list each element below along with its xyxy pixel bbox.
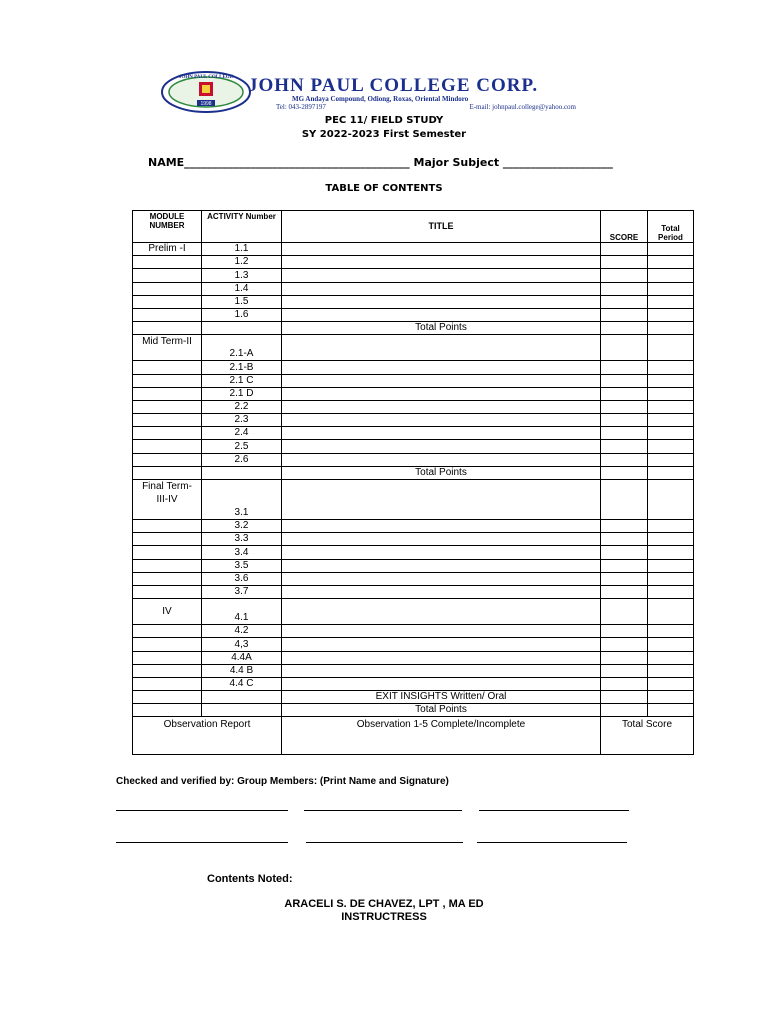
total-period-cell[interactable] [648,256,694,269]
score-cell[interactable] [601,664,648,677]
toc-title: TABLE OF CONTENTS [325,183,443,194]
activity-cell [202,704,282,717]
total-period-cell[interactable] [648,691,694,704]
total-period-cell[interactable] [648,704,694,717]
table-row [133,414,694,427]
activity-cell: 2.3 [202,414,282,427]
module-cell [133,559,202,572]
activity-cell: 2.6 [202,453,282,466]
title-cell[interactable] [282,387,601,400]
score-cell[interactable] [601,308,648,321]
score-cell[interactable] [601,295,648,308]
score-cell[interactable] [601,533,648,546]
instructor-name: ARACELI S. DE CHAVEZ, LPT , MA ED [284,898,484,910]
activity-cell: 1.1 [202,243,282,256]
title-cell[interactable] [282,625,601,638]
module-cell [133,691,202,704]
score-cell[interactable] [601,546,648,559]
score-cell[interactable] [601,559,648,572]
activity-cell: 2.5 [202,440,282,453]
title-cell[interactable] [282,546,601,559]
total-period-cell[interactable] [648,572,694,585]
title-cell[interactable]: Total Points [282,704,601,717]
module-cell [133,664,202,677]
course-title: PEC 11/ FIELD STUDY [324,115,444,126]
score-cell[interactable] [601,243,648,256]
observation-title-cell: Observation 1-5 Complete/Incomplete [282,717,601,755]
score-cell[interactable] [601,256,648,269]
activity-cell: 3.5 [202,559,282,572]
table-row [133,335,694,361]
signature-line[interactable] [477,842,627,843]
table-row [133,322,694,335]
table-row [133,295,694,308]
activity-cell: 4.4 C [202,677,282,690]
score-cell[interactable] [601,691,648,704]
score-cell[interactable] [601,625,648,638]
activity-cell [202,466,282,479]
contents-table [132,210,694,755]
module-cell [133,414,202,427]
module-cell [133,625,202,638]
activity-cell: 2.1-A [202,335,282,361]
table-row [133,625,694,638]
table-row [133,520,694,533]
activity-cell: 4.1 [202,599,282,625]
header-score: SCORE [601,211,648,243]
title-cell[interactable] [282,585,601,598]
table-row [133,546,694,559]
instructor-title: INSTRUCTRESS [341,911,427,923]
title-cell[interactable] [282,572,601,585]
total-period-cell[interactable] [648,599,694,625]
title-cell[interactable] [282,664,601,677]
title-cell[interactable]: Total Points [282,322,601,335]
college-address: MG Andaya Compound, Odiong, Roxas, Oriental Mindoro [292,95,469,103]
title-cell[interactable] [282,295,601,308]
score-cell[interactable] [601,599,648,625]
title-cell[interactable] [282,308,601,321]
table-row [133,387,694,400]
college-name: JOHN PAUL COLLEGE CORP. [248,75,539,96]
college-contact [276,103,576,111]
table-row [133,466,694,479]
module-cell [133,520,202,533]
activity-cell [202,322,282,335]
title-cell[interactable] [282,282,601,295]
activity-cell [202,691,282,704]
title-cell[interactable] [282,427,601,440]
signature-line[interactable] [116,842,288,843]
score-cell[interactable] [601,677,648,690]
table-row [133,691,694,704]
total-period-cell[interactable] [648,664,694,677]
signature-line[interactable] [479,810,629,811]
activity-cell: 3.1 [202,480,282,520]
table-row [133,427,694,440]
header-title: TITLE [282,211,601,243]
score-cell[interactable] [601,572,648,585]
title-cell[interactable] [282,243,601,256]
title-cell[interactable] [282,440,601,453]
college-logo [160,70,252,114]
total-period-cell[interactable] [648,453,694,466]
title-cell[interactable] [282,520,601,533]
total-period-cell[interactable] [648,520,694,533]
signature-line[interactable] [304,810,462,811]
score-cell[interactable] [601,427,648,440]
total-period-cell[interactable] [648,269,694,282]
title-cell[interactable] [282,559,601,572]
signature-line[interactable] [116,810,288,811]
total-period-cell[interactable] [648,243,694,256]
module-cell: Prelim -I [133,243,202,256]
total-period-cell[interactable] [648,335,694,361]
college-tel: Tel: 043-2897197 [276,103,326,111]
title-cell[interactable] [282,374,601,387]
module-cell [133,282,202,295]
table-row [133,559,694,572]
activity-cell: 2.2 [202,400,282,413]
score-cell[interactable] [601,453,648,466]
title-cell[interactable] [282,414,601,427]
title-cell[interactable] [282,599,601,625]
title-cell[interactable]: Total Points [282,466,601,479]
header-module: MODULE NUMBER [133,211,202,243]
score-cell[interactable] [601,374,648,387]
score-cell[interactable] [601,322,648,335]
module-cell [133,546,202,559]
total-period-cell[interactable] [648,480,694,520]
contents-noted-label: Contents Noted: [207,873,293,885]
module-cell [133,361,202,374]
module-cell: Mid Term-II [133,335,202,361]
table-row [133,664,694,677]
total-period-cell[interactable] [648,295,694,308]
activity-cell: 4.2 [202,625,282,638]
table-row [133,533,694,546]
score-cell[interactable] [601,361,648,374]
table-row [133,282,694,295]
total-period-cell[interactable] [648,282,694,295]
score-cell[interactable] [601,466,648,479]
activity-cell: 1.5 [202,295,282,308]
activity-cell: 3.2 [202,520,282,533]
logo-text: JOHN PAUL COLLEGE [178,75,234,80]
total-period-cell[interactable] [648,414,694,427]
activity-cell: 2.4 [202,427,282,440]
total-period-cell[interactable] [648,322,694,335]
module-cell [133,638,202,651]
title-cell[interactable] [282,638,601,651]
table-row [133,585,694,598]
activity-cell: 3.6 [202,572,282,585]
total-period-cell[interactable] [648,533,694,546]
title-cell[interactable] [282,453,601,466]
activity-cell: 1.4 [202,282,282,295]
module-cell: IV [133,599,202,625]
activity-cell: 1.6 [202,308,282,321]
module-cell [133,295,202,308]
total-period-cell[interactable] [648,625,694,638]
score-cell[interactable] [601,387,648,400]
semester: SY 2022-2023 First Semester [301,129,467,140]
total-period-cell[interactable] [648,638,694,651]
score-cell[interactable] [601,651,648,664]
logo-year: 1998 [200,101,212,107]
total-period-cell[interactable] [648,308,694,321]
table-row [133,651,694,664]
table-header-row [133,211,694,243]
activity-cell: 4.4 B [202,664,282,677]
checked-verified-label: Checked and verified by: Group Members: (Print Name and Signature) [116,776,449,787]
module-cell [133,400,202,413]
score-cell[interactable] [601,704,648,717]
module-cell [133,466,202,479]
table-row [133,704,694,717]
module-cell [133,440,202,453]
signature-line[interactable] [306,842,463,843]
title-cell[interactable] [282,335,601,361]
module-cell [133,533,202,546]
module-cell [133,427,202,440]
total-period-cell[interactable] [648,374,694,387]
table-row [133,480,694,520]
total-period-cell[interactable] [648,651,694,664]
activity-cell: 3.3 [202,533,282,546]
module-cell [133,704,202,717]
table-row [133,453,694,466]
score-cell[interactable] [601,585,648,598]
total-period-cell[interactable] [648,427,694,440]
total-period-cell[interactable] [648,466,694,479]
table-row [133,374,694,387]
table-row [133,677,694,690]
table-row [133,308,694,321]
name-major-line: NAME_________________________________________ Major Subject ____________________ [148,156,613,169]
college-email: E-mail: johnpaul.college@yahoo.com [469,103,576,111]
module-cell [133,322,202,335]
activity-cell: 2.1 C [202,374,282,387]
observation-module-cell: Observation Report [133,717,282,755]
module-cell [133,453,202,466]
module-cell [133,269,202,282]
total-period-cell[interactable] [648,387,694,400]
module-cell [133,677,202,690]
header-activity: ACTIVITY Number [202,211,282,243]
title-cell[interactable] [282,269,601,282]
activity-cell: 4.4A [202,651,282,664]
total-period-cell[interactable] [648,677,694,690]
module-cell [133,651,202,664]
total-period-cell[interactable] [648,546,694,559]
observation-score-cell[interactable]: Total Score [601,717,694,755]
score-cell[interactable] [601,414,648,427]
total-period-cell[interactable] [648,361,694,374]
activity-cell: 2.1-B [202,361,282,374]
module-cell [133,585,202,598]
table-row [133,256,694,269]
score-cell[interactable] [601,440,648,453]
table-row [133,599,694,625]
title-cell[interactable] [282,400,601,413]
title-cell[interactable] [282,651,601,664]
score-cell[interactable] [601,335,648,361]
score-cell[interactable] [601,400,648,413]
total-period-cell[interactable] [648,400,694,413]
title-cell[interactable] [282,361,601,374]
header-total-period: Total Period [648,211,694,243]
table-row [133,572,694,585]
activity-cell: 4,3 [202,638,282,651]
module-cell [133,572,202,585]
score-cell[interactable] [601,480,648,520]
table-row [133,440,694,453]
title-cell[interactable] [282,533,601,546]
activity-cell: 3.4 [202,546,282,559]
module-cell [133,256,202,269]
module-cell [133,308,202,321]
table-row [133,400,694,413]
title-cell[interactable] [282,480,601,520]
title-cell[interactable] [282,677,601,690]
title-cell[interactable] [282,256,601,269]
total-period-cell[interactable] [648,559,694,572]
score-cell[interactable] [601,638,648,651]
total-period-cell[interactable] [648,440,694,453]
module-cell: Final Term-III-IV [133,480,202,520]
score-cell[interactable] [601,282,648,295]
activity-cell: 2.1 D [202,387,282,400]
table-row [133,638,694,651]
module-cell [133,374,202,387]
score-cell[interactable] [601,269,648,282]
activity-cell: 1.3 [202,269,282,282]
table-row [133,243,694,256]
activity-cell: 3.7 [202,585,282,598]
table-row [133,361,694,374]
observation-row [133,717,694,755]
activity-cell: 1.2 [202,256,282,269]
table-row [133,269,694,282]
score-cell[interactable] [601,520,648,533]
module-cell [133,387,202,400]
title-cell[interactable]: EXIT INSIGHTS Written/ Oral [282,691,601,704]
total-period-cell[interactable] [648,585,694,598]
